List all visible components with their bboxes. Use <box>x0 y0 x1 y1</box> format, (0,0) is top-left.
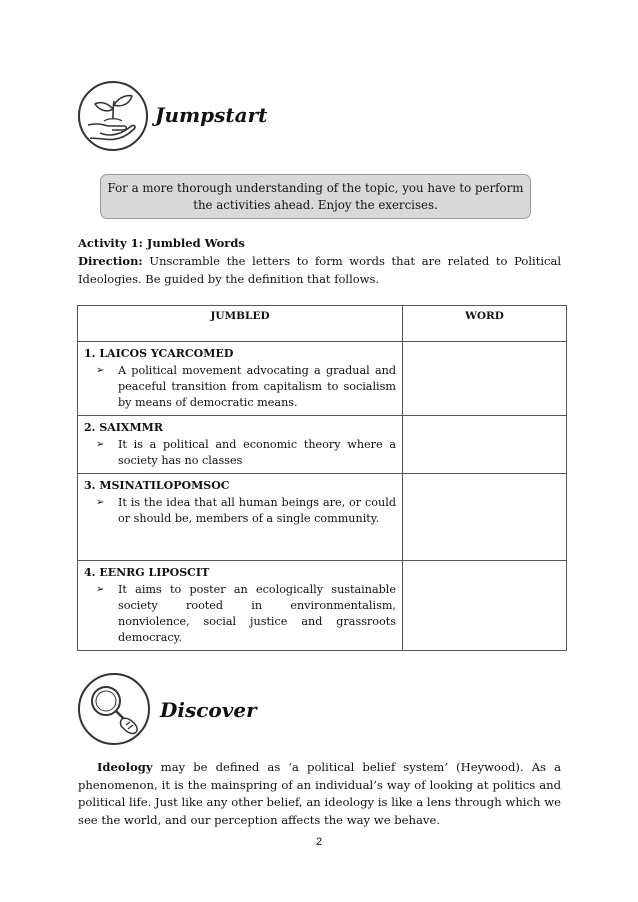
jumbled-words-table <box>77 305 567 651</box>
word-answer-cell[interactable] <box>403 561 567 651</box>
discover-lead-indent <box>78 760 153 774</box>
table-header-row <box>78 306 567 342</box>
header-word: WORD <box>403 306 567 342</box>
word-answer-cell[interactable] <box>403 474 567 561</box>
definition-text: It is a political and economic theory where a society has no classes <box>118 438 396 467</box>
table-row <box>78 474 567 561</box>
discover-body-text: may be defined as ‘a political belief system’ (Heywood). As a phenomenon, it is the mainspring of an individual’s way of looking at politics and political life. Just like any other belief, an ideology is like a lens through which we see the world, and our perception affects the way we behave. <box>78 760 561 827</box>
jumpstart-title: Jumpstart <box>155 103 268 127</box>
jumpstart-icon-badge <box>78 81 148 151</box>
table-row <box>78 561 567 651</box>
word-answer-cell[interactable] <box>403 416 567 474</box>
arrow-bullet-icon: ➢ <box>96 365 105 376</box>
arrow-bullet-icon: ➢ <box>96 497 105 508</box>
arrow-bullet-icon: ➢ <box>96 439 105 450</box>
magnifying-glass-icon <box>80 675 148 743</box>
jumbled-cell <box>78 416 403 474</box>
ideology-term: Ideology <box>97 760 153 774</box>
header-jumbled: JUMBLED <box>78 306 403 342</box>
word-answer-cell[interactable] <box>403 342 567 416</box>
table-row <box>78 416 567 474</box>
discover-title: Discover <box>160 698 257 722</box>
direction-label: Direction: <box>78 254 143 268</box>
activity-title: Activity 1: Jumbled Words <box>78 236 245 250</box>
table-row <box>78 342 567 416</box>
discover-paragraph <box>78 759 561 829</box>
jumbled-cell <box>78 474 403 561</box>
definition-text: It is the idea that all human beings are, or could or should be, members of a single community. <box>118 496 396 525</box>
definition-text: It aims to poster an ecologically sustainable society rooted in environmentalism, nonviolence, social justice and grassroots democracy. <box>118 583 396 644</box>
instruction-callout: For a more thorough understanding of the topic, you have to perform the activities ahead. Enjoy the exercises. <box>100 174 531 219</box>
jumbled-label: 3. MSINATILOPOMSOC <box>84 479 230 492</box>
jumbled-cell <box>78 342 403 416</box>
jumbled-cell <box>78 561 403 651</box>
page-number: 2 <box>315 836 323 848</box>
seedling-in-hand-icon <box>80 83 146 149</box>
arrow-bullet-icon: ➢ <box>96 584 105 595</box>
discover-icon-badge <box>78 673 150 745</box>
jumbled-label: 2. SAIXMMR <box>84 421 163 434</box>
jumbled-label: 1. LAICOS YCARCOMED <box>84 347 234 360</box>
direction-text: Unscramble the letters to form words that are related to Political Ideologies. Be guided by the definition that follows. <box>78 254 561 286</box>
jumbled-label: 4. EENRG LIPOSCIT <box>84 566 210 579</box>
activity-direction <box>78 253 561 288</box>
definition-text: A political movement advocating a gradual and peaceful transition from capitalism to socialism by means of democratic means. <box>118 364 396 409</box>
